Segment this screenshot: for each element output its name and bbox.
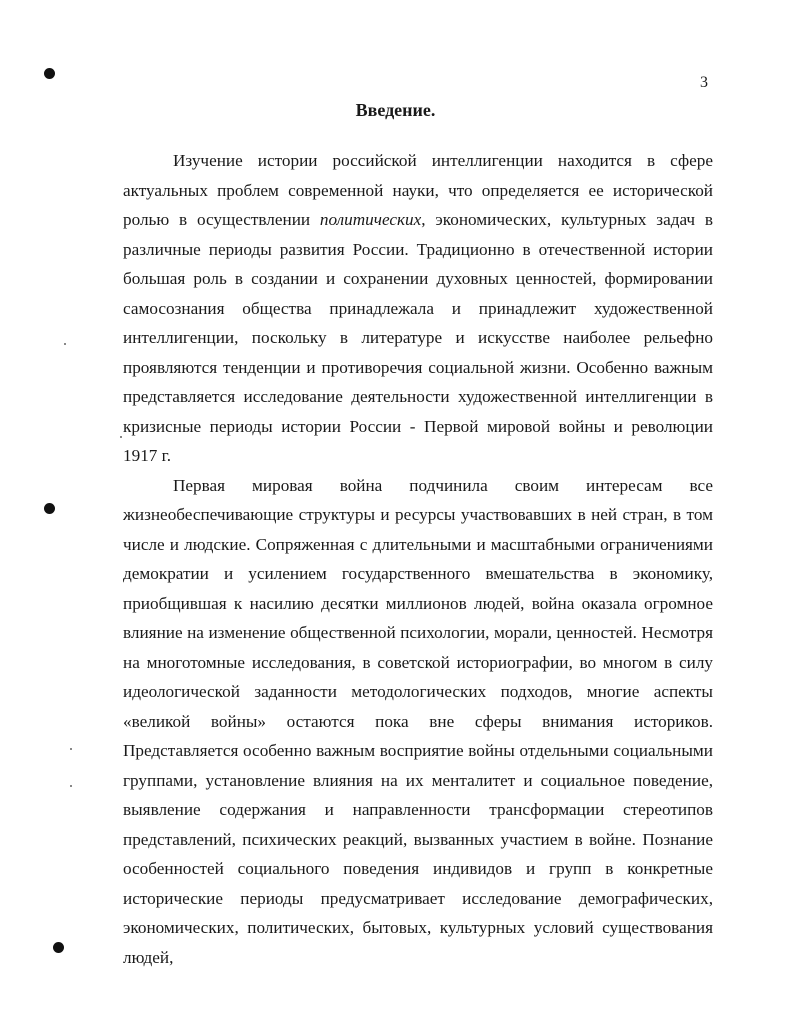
binding-hole-mark [53,942,64,953]
body-text [123,146,713,972]
binding-hole-mark [44,68,55,79]
scan-speck [120,436,122,438]
paragraph: Первая мировая война подчинила своим интересам все жизнеобеспечивающие структуры и ресурсы участвовавших в ней стран, в том числе и людские. Сопряженная с длительными и масштабными ограничениями демократии и усилением государственного вмешательства в экономику, приобщившая к насилию десятки миллионов людей, война оказала огромное влияние на изменение общественной психологии, морали, ценностей. Несмотря на многотомные исследования, в советской историографии, во многом в силу идеологической заданности методологических подходов, многие аспекты «великой войны» остаются пока вне сферы внимания историков. Представляется особенно важным восприятие войны отдельными социальными группами, установление влияния на их менталитет и социальное поведение, выявление содержания и направленности трансформации стереотипов представлений, психических реакций, вызванных участием в войне. Познание особенностей социального поведения индивидов и групп в конкретные исторические периоды предусматривает исследование демографических, экономических, политических, бытовых, культурных условий существования людей, [123,475,713,967]
italic-word: политических [319,210,422,229]
section-heading: Введение. [355,100,436,120]
scan-speck [70,785,72,787]
paragraph [123,146,713,471]
binding-hole-mark [44,503,55,514]
scan-speck [64,343,66,345]
page-number: 3 [700,74,708,91]
scan-speck [70,748,72,750]
paragraph-text: Изучение истории российской интеллигенции находится в сфере актуальных проблем современной науки, что определяется ее исторической ролью в осуществлении [123,151,713,229]
paragraph-text: , экономических, культурных задач в различные периоды развития России. Традиционно в отечественной истории большая роль в создании и сохранении духовных ценностей, формировании самосознания общества принадлежала и принадлежит художественной интеллигенции, поскольку в литературе и искусстве наиболее рельефно проявляются тенденции и противоречия социальной жизни. Особенно важным представляется исследование деятельности художественной интеллигенции в кризисные периоды истории России - Первой мировой войны и революции 1917 г. [123,210,713,465]
